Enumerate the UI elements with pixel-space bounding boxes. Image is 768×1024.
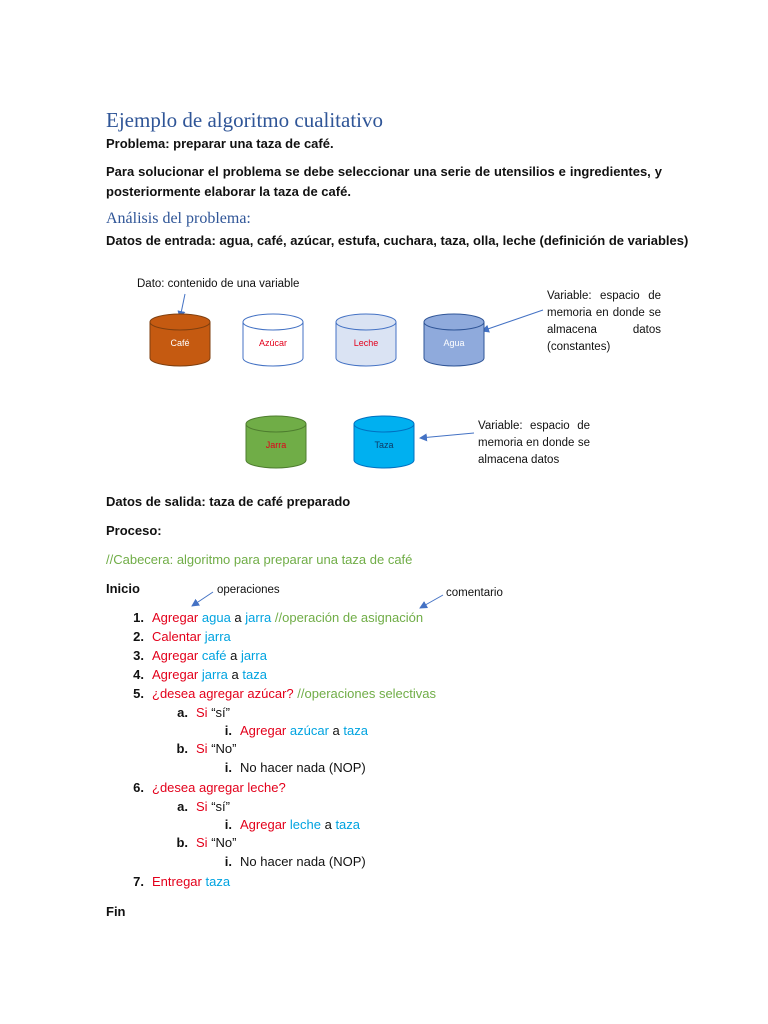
step-5a-i: [214, 723, 368, 738]
analysis-heading: Análisis del problema:: [106, 210, 251, 227]
operation: Agregar: [152, 610, 199, 625]
step-number: 1.: [133, 610, 144, 625]
si-keyword: Si: [196, 799, 208, 814]
intro-paragraph-line1: Para solucionar el problema se debe seleccionar una serie de utensilios e ingredientes, y: [106, 164, 662, 179]
nop-text: No hacer nada (NOP): [240, 854, 366, 869]
comment: //operación de asignación: [274, 610, 424, 625]
input-data-line: Datos de entrada: agua, café, azúcar, estufa, cuchara, taza, olla, leche (definición de variables): [106, 233, 689, 248]
cylinder-azúcar: [243, 314, 303, 366]
fin-label: Fin: [106, 904, 126, 919]
step-1: [122, 610, 423, 625]
cylinder-label: Leche: [353, 338, 379, 348]
document-title: Ejemplo de algoritmo cualitativo: [106, 108, 384, 132]
sub-letter: b.: [176, 741, 188, 756]
step-number: 5.: [133, 686, 144, 701]
si-keyword: Si: [196, 705, 208, 720]
header-comment: //Cabecera: algoritmo para preparar una taza de café: [106, 552, 413, 567]
comentario-label: comentario: [446, 587, 503, 599]
problem-statement: Problema: preparar una taza de café.: [106, 136, 334, 151]
sub-roman: i.: [224, 817, 232, 832]
connector: a: [324, 817, 332, 832]
variable-arrow-1: [482, 310, 543, 331]
variable: jarra: [204, 629, 231, 644]
cylinder-label: Jarra: [265, 440, 287, 450]
variable: azúcar: [289, 723, 329, 738]
sub-roman: i.: [224, 854, 232, 869]
connector: a: [231, 667, 239, 682]
question: ¿desea agregar leche?: [152, 780, 286, 795]
cylinder-label: Taza: [374, 440, 394, 450]
variable: café: [201, 648, 227, 663]
comment: //operaciones selectivas: [297, 686, 437, 701]
step-3: [122, 648, 267, 663]
si-keyword: Si: [196, 835, 208, 850]
operation: Calentar: [152, 629, 202, 644]
step-number: 6.: [133, 780, 144, 795]
step-5b-i: [214, 760, 366, 775]
operation: Entregar: [152, 874, 202, 889]
step-number: 4.: [133, 667, 144, 682]
step-6b: [170, 835, 236, 850]
operation: Agregar: [152, 648, 199, 663]
variable-note-2: Variable: espacio de memoria en donde se almacena datos: [478, 420, 590, 466]
operaciones-label: operaciones: [217, 584, 280, 596]
step-5a: [170, 705, 230, 720]
connector: a: [332, 723, 340, 738]
no-value: “No”: [211, 741, 237, 756]
cylinder-agua: [424, 314, 484, 366]
comentario-arrow: [420, 595, 443, 608]
connector: a: [230, 648, 238, 663]
variable-arrow-2: [420, 433, 474, 438]
step-2: [122, 629, 231, 644]
cylinder-label: Azúcar: [258, 338, 288, 348]
operation: Agregar: [152, 667, 199, 682]
step-number: 7.: [133, 874, 144, 889]
question: ¿desea agregar azúcar?: [152, 686, 294, 701]
variable: taza: [205, 874, 231, 889]
no-value: “No”: [211, 835, 237, 850]
step-6: [122, 780, 286, 795]
sub-letter: b.: [176, 835, 188, 850]
cylinder-label: Agua: [443, 338, 465, 348]
sub-letter: a.: [177, 799, 188, 814]
operaciones-arrow: [192, 592, 213, 606]
step-6a: [170, 799, 230, 814]
inicio-label: Inicio: [106, 581, 140, 596]
variable: taza: [335, 817, 361, 832]
cylinder-taza: [354, 416, 414, 468]
si-value: “sí”: [211, 705, 230, 720]
step-6a-i: [214, 817, 360, 832]
cylinder-label: Café: [170, 338, 190, 348]
cylinder-leche: [336, 314, 396, 366]
variable-note-1: Variable: espacio de memoria en donde se almacena datos (constantes): [547, 290, 661, 353]
variable: taza: [242, 667, 267, 682]
intro-paragraph-line2: posteriormente elaborar la taza de café.: [106, 184, 351, 199]
sub-letter: a.: [177, 705, 188, 720]
connector: a: [234, 610, 242, 625]
operation: Agregar: [240, 817, 287, 832]
sub-roman: i.: [224, 723, 232, 738]
step-number: 3.: [133, 648, 144, 663]
variable: jarra: [201, 667, 228, 682]
operation: Agregar: [240, 723, 287, 738]
variable: jarra: [245, 610, 272, 625]
variables-diagram: [0, 0, 768, 480]
variable: jarra: [240, 648, 267, 663]
step-4: [122, 667, 267, 682]
step-6b-i: [214, 854, 366, 869]
step-5b: [170, 741, 236, 756]
variable: leche: [289, 817, 321, 832]
process-label: Proceso:: [106, 523, 162, 538]
cylinder-jarra: [246, 416, 306, 468]
step-number: 2.: [133, 629, 144, 644]
output-data-line: Datos de salida: taza de café preparado: [106, 494, 351, 509]
variable: agua: [201, 610, 231, 625]
nop-text: No hacer nada (NOP): [240, 760, 366, 775]
variable: taza: [343, 723, 368, 738]
sub-roman: i.: [224, 760, 232, 775]
step-7: [122, 874, 230, 889]
si-keyword: Si: [196, 741, 208, 756]
dato-label: Dato: contenido de una variable: [137, 278, 300, 290]
cylinder-café: [150, 314, 210, 366]
si-value: “sí”: [211, 799, 230, 814]
step-5: [122, 686, 436, 701]
